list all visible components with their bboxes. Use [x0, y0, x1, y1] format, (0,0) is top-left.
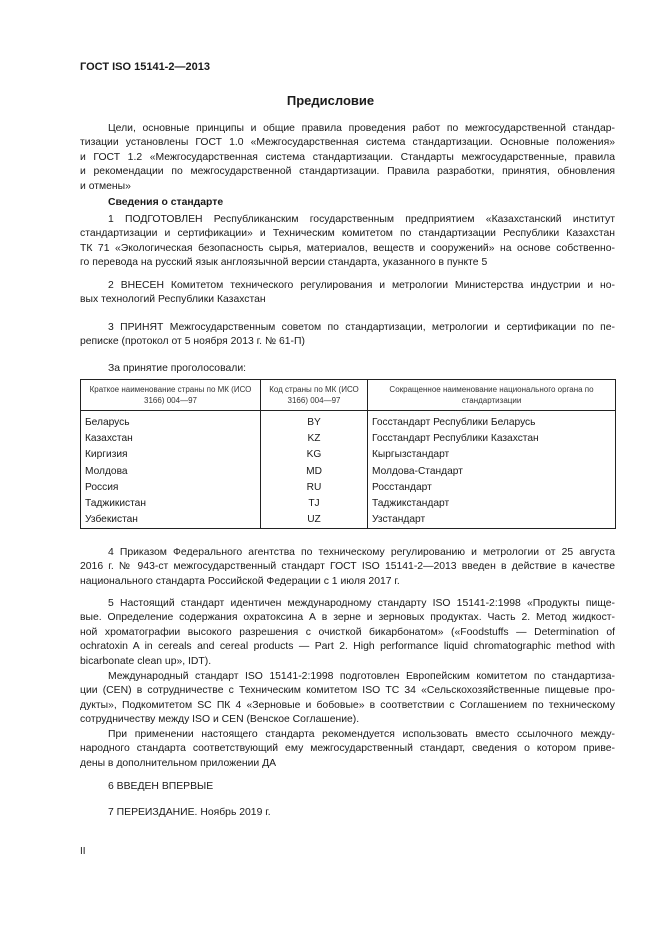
item-5-p2-line: дукты», Подкомитетом SC ПК 4 «Зерновые и бобовые» в соответствии с Соглашением по техническому — [80, 699, 615, 711]
item-4-line: национального стандарта Российской Федерации с 1 июля 2017 г. — [80, 575, 400, 587]
item-1-line: 1 ПОДГОТОВЛЕН Республиканским государственным предприятием «Казахстанский институт — [108, 214, 615, 225]
body-cell: Таджикстандарт — [368, 495, 616, 511]
vote-caption-block — [80, 362, 615, 376]
item-6-paragraph — [80, 780, 615, 794]
intro-line: Цели, основные принципы и общие правила проведения работ по межгосударственной стандар- — [108, 123, 615, 134]
code-cell: BY — [261, 411, 368, 431]
intro-line: и рекомендации по межгосударственной стандартизации. Правила разработки, принятия, обновления — [80, 166, 615, 178]
country-cell: Молдова — [81, 463, 261, 479]
section-heading: Сведения о стандарте — [108, 197, 224, 208]
item-3-paragraph — [80, 321, 615, 350]
document-id: ГОСТ ISO 15141-2—2013 — [80, 61, 210, 73]
intro-line: тизации установлены ГОСТ 1.0 «Межгосударственная система стандартизации. Основные положения» — [80, 137, 615, 149]
item-5-p3-line: дены в дополнительном приложении ДА — [80, 757, 277, 769]
vote-table — [80, 379, 616, 529]
item-7-paragraph — [80, 806, 615, 820]
vote-caption: За принятие проголосовали: — [108, 363, 247, 374]
table-row — [81, 463, 616, 479]
intro-line: и отмены» — [80, 180, 131, 192]
body-cell: Узстандарт — [368, 512, 616, 529]
country-cell: Беларусь — [81, 411, 261, 431]
column-header-code: Код страны по МК (ИСО 3166) 004—97 — [261, 380, 368, 411]
table-row — [81, 447, 616, 463]
item-1-paragraph — [80, 213, 615, 271]
item-1-line: ТК 71 «Экологическая безопасность сырья, материалов, веществ и сооружений» на основе собственно- — [80, 242, 615, 254]
page-number: II — [80, 846, 86, 857]
body-cell: Госстандарт Республики Казахстан — [368, 430, 616, 446]
body-cell: Росстандарт — [368, 479, 616, 495]
table-row — [81, 411, 616, 431]
country-cell: Киргизия — [81, 447, 261, 463]
item-3-line: 3 ПРИНЯТ Межгосударственным советом по стандартизации, метрологии и сертификации по пе- — [108, 322, 615, 333]
code-cell: KZ — [261, 430, 368, 446]
code-cell: MD — [261, 463, 368, 479]
column-header-body: Сокращенное наименование национального органа по стандартизации — [368, 380, 616, 411]
table-row — [81, 512, 616, 529]
table-row — [81, 495, 616, 511]
body-cell: Госстандарт Республики Беларусь — [368, 411, 616, 431]
item-5-line: bicarbonate clean up», IDT). — [80, 655, 212, 667]
code-cell: UZ — [261, 512, 368, 529]
body-cell: Молдова-Стандарт — [368, 463, 616, 479]
country-cell: Узбекистан — [81, 512, 261, 529]
code-cell: RU — [261, 479, 368, 495]
item-4-line: 4 Приказом Федерального агентства по техническому регулированию и метрологии от 25 августа — [108, 547, 615, 558]
item-5-line: ochratoxin A in cereals and cereal products — Part 2. High performance liquid chromatographic method with — [80, 641, 615, 653]
code-cell: TJ — [261, 495, 368, 511]
item-5-p3-line: При применении настоящего стандарта рекомендуется использовать вместо ссылочного между- — [108, 729, 615, 740]
country-cell: Казахстан — [81, 430, 261, 446]
item-2-line: вых технологий Республики Казахстан — [80, 294, 266, 306]
item-5-paragraph-3 — [80, 728, 615, 771]
preface-title: Предисловие — [286, 93, 375, 108]
item-5-p2-line: сотрудничеству между ISO и CEN (Венское Соглашение). — [80, 714, 360, 726]
item-5-line: вые. Определение содержания охратоксина А в зерне и зерновых продуктах. Часть 2. Метод жидкост- — [80, 612, 615, 624]
code-cell: KG — [261, 447, 368, 463]
country-cell: Россия — [81, 479, 261, 495]
item-5-p2-line: Международный стандарт ISO 15141-2:1998 подготовлен Европейским комитетом по стандартиза- — [108, 671, 615, 682]
intro-paragraph — [80, 122, 615, 194]
item-1-line: стандартизации и сертификации» и Техническим комитетом по стандартизации Республики Казахстан — [80, 228, 615, 240]
item-6-line: 6 ВВЕДЕН ВПЕРВЫЕ — [108, 781, 214, 792]
item-2-paragraph — [80, 279, 615, 308]
item-7-line: 7 ПЕРЕИЗДАНИЕ. Ноябрь 2019 г. — [108, 807, 271, 818]
item-5-line: ной хроматографии высокого разрешения с очисткой бикарбонатом» («Foodstuffs — Determination of — [80, 626, 615, 638]
item-1-line: го перевода на русский язык англоязычной версии стандарта, указанного в пункте 5 — [80, 257, 488, 269]
column-header-country: Краткое наименование страны по МК (ИСО 3166) 004—97 — [81, 380, 261, 411]
intro-line: и ГОСТ 1.2 «Межгосударственная система стандартизации. Стандарты межгосударственные, правила — [80, 151, 615, 163]
item-5-paragraph — [80, 597, 615, 669]
section-heading-block — [80, 196, 615, 210]
table-row — [81, 479, 616, 495]
item-4-line: 2016 г. № 943-ст межгосударственный стандарт ГОСТ ISO 15141-2—2013 введен в действие в качестве — [80, 561, 615, 573]
country-cell: Таджикистан — [81, 495, 261, 511]
table-row — [81, 430, 616, 446]
item-3-line: реписке (протокол от 5 ноября 2013 г. № 61-П) — [80, 336, 305, 348]
item-5-paragraph-2 — [80, 670, 615, 728]
item-5-p2-line: ции (CEN) в сотрудничестве с Техническим комитетом ISO ТС 34 «Сельскохозяйственные пищевые про- — [80, 685, 615, 697]
item-5-p3-line: народного стандарта соответствующий ему межгосударственный стандарт, сведения о котором приве- — [80, 743, 615, 755]
body-cell: Кыргызстандарт — [368, 447, 616, 463]
item-5-line: 5 Настоящий стандарт идентичен международному стандарту ISO 15141-2:1998 «Продукты пище- — [108, 598, 615, 609]
vote-table-header — [81, 380, 616, 411]
item-4-paragraph — [80, 546, 615, 589]
item-2-line: 2 ВНЕСЕН Комитетом технического регулирования и метрологии Министерства индустрии и но- — [108, 280, 615, 291]
